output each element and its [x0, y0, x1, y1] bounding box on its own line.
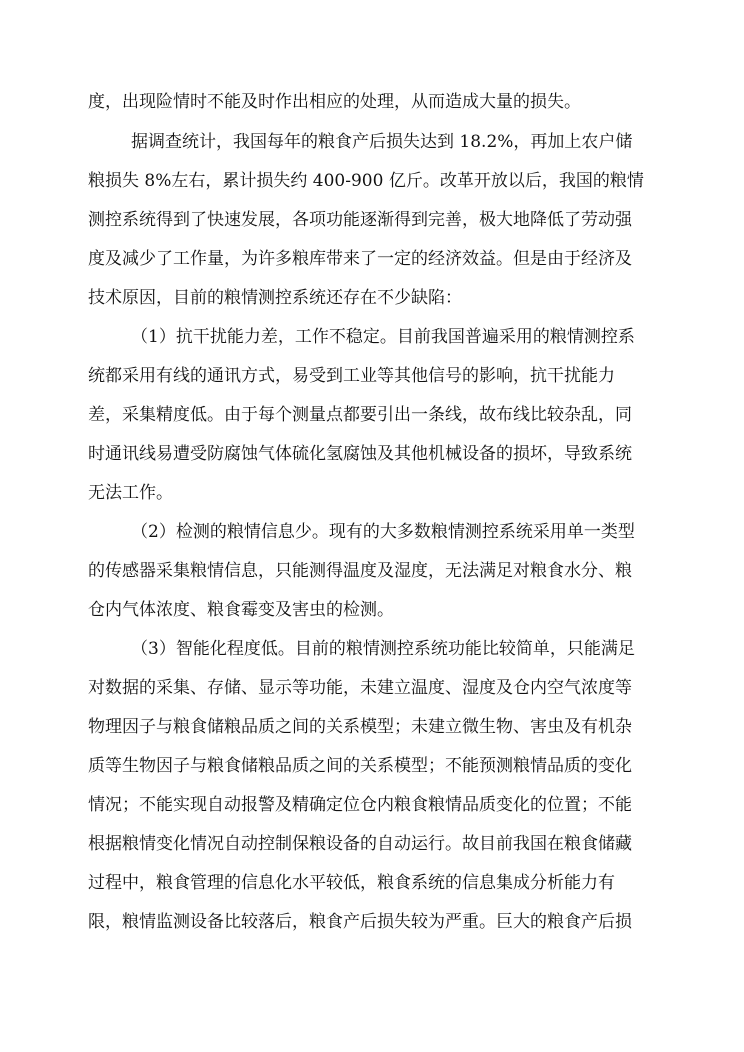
text-line: 限，粮情监测设备比较落后，粮食产后损失较为严重。巨大的粮食产后损 [88, 912, 632, 932]
text-line: 根据粮情变化情况自动控制保粮设备的自动运行。故目前我国在粮食储藏 [88, 834, 632, 854]
text-line: 差，采集精度低。由于每个测量点都要引出一条线，故布线比较杂乱，同 [88, 405, 632, 425]
text-line: 物理因子与粮食储粮品质之间的关系模型；未建立微生物、害虫及有机杂 [88, 717, 632, 737]
text-line: 过程中，粮食管理的信息化水平较低，粮食系统的信息集成分析能力有 [88, 873, 615, 893]
text-line: 对数据的采集、存储、显示等功能，未建立温度、湿度及仓内空气浓度等 [88, 678, 632, 698]
text-line: 度，出现险情时不能及时作出相应的处理，从而造成大量的损失。 [88, 92, 581, 112]
text-line: 质等生物因子与粮食储粮品质之间的关系模型；不能预测粮情品质的变化 [88, 756, 632, 776]
text-line: 度及减少了工作量，为许多粮库带来了一定的经济效益。但是由于经济及 [88, 249, 632, 269]
text-line: 技术原因，目前的粮情测控系统还存在不少缺陷： [88, 288, 462, 308]
text-line: （2）检测的粮情信息少。现有的大多数粮情测控系统采用单一类型 [131, 522, 635, 542]
text-line: 据调查统计，我国每年的粮食产后损失达到 18.2%，再加上农户储 [131, 132, 633, 152]
text-line: （3）智能化程度低。目前的粮情测控系统功能比较简单，只能满足 [131, 639, 635, 659]
text-line: 统都采用有线的通讯方式，易受到工业等其他信号的影响，抗干扰能力 [88, 366, 615, 386]
text-line: 粮损失 8%左右，累计损失约 400-900 亿斤。改革开放以后，我国的粮情 [88, 171, 644, 191]
text-line: 的传感器采集粮情信息，只能测得温度及湿度，无法满足对粮食水分、粮 [88, 561, 632, 581]
text-line: 仓内气体浓度、粮食霉变及害虫的检测。 [88, 600, 394, 620]
text-line: 情况；不能实现自动报警及精确定位仓内粮食粮情品质变化的位置；不能 [88, 795, 632, 815]
text-line: （1）抗干扰能力差，工作不稳定。目前我国普遍采用的粮情测控系 [131, 327, 635, 347]
text-line: 时通讯线易遭受防腐蚀气体硫化氢腐蚀及其他机械设备的损坏，导致系统 [88, 444, 632, 464]
text-line: 无法工作。 [88, 483, 173, 503]
text-line: 测控系统得到了快速发展，各项功能逐渐得到完善，极大地降低了劳动强 [88, 210, 632, 230]
